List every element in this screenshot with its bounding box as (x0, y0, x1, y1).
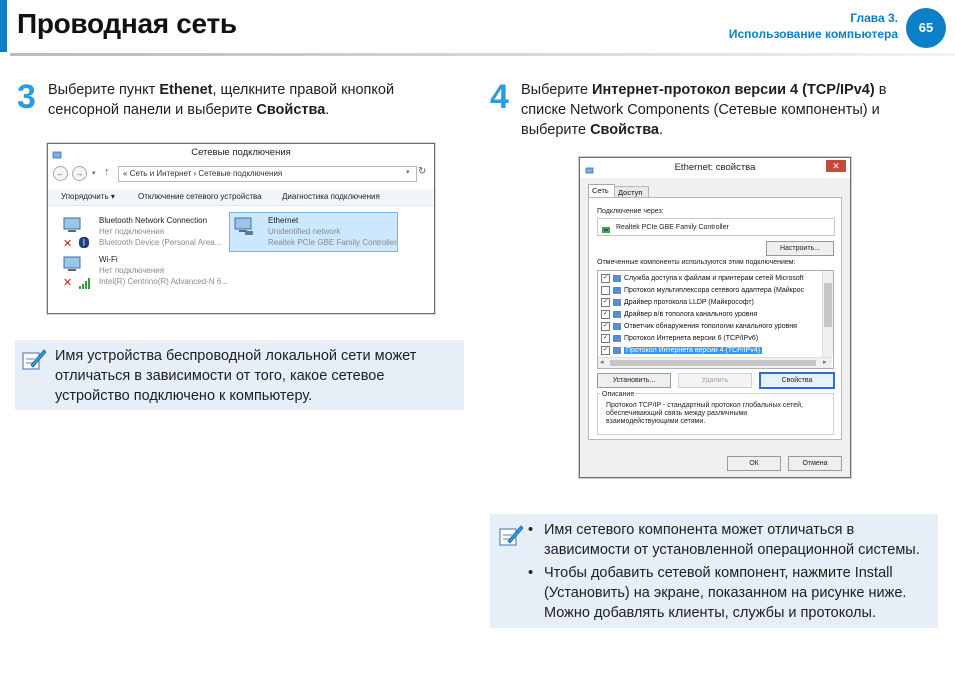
checkbox-icon[interactable]: ✓ (602, 310, 609, 317)
properties-button[interactable]: Свойства (759, 372, 835, 389)
step-3-text: Выберите пункт Ethenet, щелкните правой кнопкой сенсорной панели и выберите Свойства. (48, 82, 395, 118)
step-4-ipv4: Интернет-протокол версии 4 (TCP/IPv4) (592, 82, 875, 98)
note-network-components (490, 514, 938, 628)
note-2-bullet-2: • Чтобы добавить сетевой компонент, нажмите Install (Установить) на экране, показанном на рисунке ниже. Можно добавлять клиенты, службы и протоколы. (528, 563, 928, 623)
list-item-selected[interactable]: ✓ Протокол Интернета версии 4 (TCP/IPv4) (602, 346, 761, 354)
step-3-number: 3 (17, 78, 36, 116)
refresh-icon[interactable]: ↻ (418, 166, 427, 177)
page-title: Проводная сеть (17, 8, 237, 39)
scroll-right-icon[interactable]: ▸ (823, 359, 827, 366)
list-item[interactable]: ✓ Протокол Интернета версии 6 (TCP/IPv6) (602, 334, 759, 342)
note-2-list (528, 520, 928, 626)
list-item[interactable]: ✓ Ответчик обнаружения топологии канального уровня (602, 322, 797, 330)
component-icon (613, 335, 621, 342)
page-number-badge: 65 (906, 8, 946, 48)
checkbox-icon[interactable] (601, 286, 610, 295)
connect-using-label: Подключение через: (597, 208, 664, 215)
note-2-bullet-1: • Имя сетевого компонента может отличаться в зависимости от установленной операционной системы. (528, 520, 928, 560)
scroll-left-icon[interactable]: ◂ (600, 359, 604, 366)
chapter-number: Глава 3. (850, 11, 898, 25)
step-4-properties: Свойства (590, 122, 659, 138)
address-dropdown-icon[interactable]: ▾ (406, 169, 410, 176)
connection-bluetooth[interactable]: ✕ ᛒ Bluetooth Network Connection Нет подключения Bluetooth Device (Personal Area... (63, 216, 222, 250)
tab-network[interactable]: Сеть (588, 184, 615, 197)
history-dropdown-icon[interactable]: ▾ (92, 170, 96, 177)
forward-button[interactable]: → (72, 166, 87, 181)
close-button[interactable]: ✕ (826, 160, 846, 172)
organize-menu[interactable]: Упорядочить ▾ (61, 192, 115, 201)
note-pencil-icon (21, 347, 47, 373)
step-4-number: 4 (490, 78, 509, 116)
vertical-scrollbar[interactable] (822, 271, 833, 357)
component-icon (613, 275, 621, 282)
adapter-name: Realtek PCIe GBE Family Controller (616, 224, 729, 231)
disable-device-command[interactable]: Отключение сетевого устройства (138, 192, 262, 201)
components-label: Отмеченные компоненты используются этим подключением: (597, 259, 796, 266)
back-button[interactable]: ← (53, 166, 68, 181)
horizontal-scrollbar[interactable] (598, 357, 832, 368)
list-item[interactable]: ✓ Драйвер протокола LLDP (Майкрософт) (602, 298, 754, 306)
description-label: Описание (602, 391, 635, 398)
component-icon (613, 299, 621, 306)
bluetooth-icon: ᛒ (79, 237, 89, 248)
adapter-box (597, 218, 835, 236)
step-3-properties: Свойства (256, 102, 326, 118)
list-item[interactable]: ✓ Драйвер в/в тополога канального уровня (602, 310, 758, 318)
dialog-title: Ethernet: свойства (674, 162, 756, 173)
signal-bars-icon (79, 276, 91, 294)
configure-button[interactable]: Настроить... (766, 241, 834, 256)
list-item[interactable]: ✓ Служба доступа к файлам и принтерам сетей Microsoft (602, 274, 804, 282)
component-icon (613, 311, 621, 318)
checkbox-icon[interactable]: ✓ (602, 298, 609, 305)
connection-wifi[interactable]: ✕ Wi-Fi Нет подключения Intel(R) Centrino(R) Advanced-N 6... (62, 254, 232, 290)
component-icon (613, 287, 621, 294)
adapter-icon (602, 222, 611, 231)
checkbox-icon[interactable]: ✓ (602, 322, 609, 329)
checkbox-icon[interactable]: ✓ (602, 334, 609, 341)
description-group (597, 393, 834, 435)
disconnected-x-icon: ✕ (63, 238, 73, 250)
network-connections-window (47, 143, 435, 314)
component-icon (613, 347, 621, 354)
tab-panel (588, 197, 842, 440)
header-accent-bar (0, 0, 7, 52)
step-4-text: Выберите Интернет-протокол версии 4 (TCP/IPv4) в списке Network Components (Сетевые компоненты) и выберите Свойства. (521, 82, 887, 138)
chapter-title: Использование компьютера (728, 27, 898, 41)
note-1-text: Имя устройства беспроводной локальной сети может отличаться в зависимости от того, какое сетевое устройство подключено к компьютеру. (55, 348, 417, 404)
diagnose-command[interactable]: Диагностика подключения (282, 192, 380, 201)
disconnected-x-icon: ✕ (63, 277, 73, 289)
step-3-ethernet: Ethenet (159, 82, 213, 98)
header-divider (10, 53, 955, 56)
window-app-icon (52, 147, 62, 156)
up-arrow-icon[interactable]: ↑ (104, 166, 110, 178)
ethernet-properties-dialog (579, 157, 851, 478)
ok-button[interactable]: ОК (727, 456, 781, 471)
connection-ethernet[interactable]: Ethernet Unidentified network Realtek PCIe GBE Family Controller (229, 212, 398, 252)
window-title: Сетевые подключения (48, 144, 434, 161)
note-wireless-device (15, 340, 464, 410)
ethernet-computer-icon (233, 216, 255, 236)
list-item[interactable]: Протокол мультиплексора сетевого адаптера (Майкрос (601, 285, 819, 297)
address-bar[interactable]: « Сеть и Интернет › Сетевые подключения (118, 166, 417, 182)
scrollbar-thumb[interactable] (610, 360, 816, 366)
network-computer-icon (62, 216, 84, 236)
install-button[interactable]: Установить... (597, 373, 671, 388)
chapter-label (729, 10, 898, 42)
component-icon (613, 323, 621, 330)
checkbox-icon[interactable]: ✓ (602, 274, 609, 281)
tab-sharing[interactable]: Доступ (614, 186, 649, 197)
components-list (597, 270, 834, 369)
description-text: Протокол TCP/IP - стандартный протокол глобальных сетей, обеспечивающий связь между различными взаимодействующими сетями. (606, 402, 803, 425)
scrollbar-thumb[interactable] (824, 283, 832, 327)
checkbox-icon[interactable]: ✓ (602, 346, 609, 353)
note-pencil-icon (498, 523, 524, 549)
remove-button[interactable]: Удалить (678, 373, 752, 388)
cancel-button[interactable]: Отмена (788, 456, 842, 471)
wifi-computer-icon (62, 255, 84, 275)
command-bar (48, 189, 434, 206)
